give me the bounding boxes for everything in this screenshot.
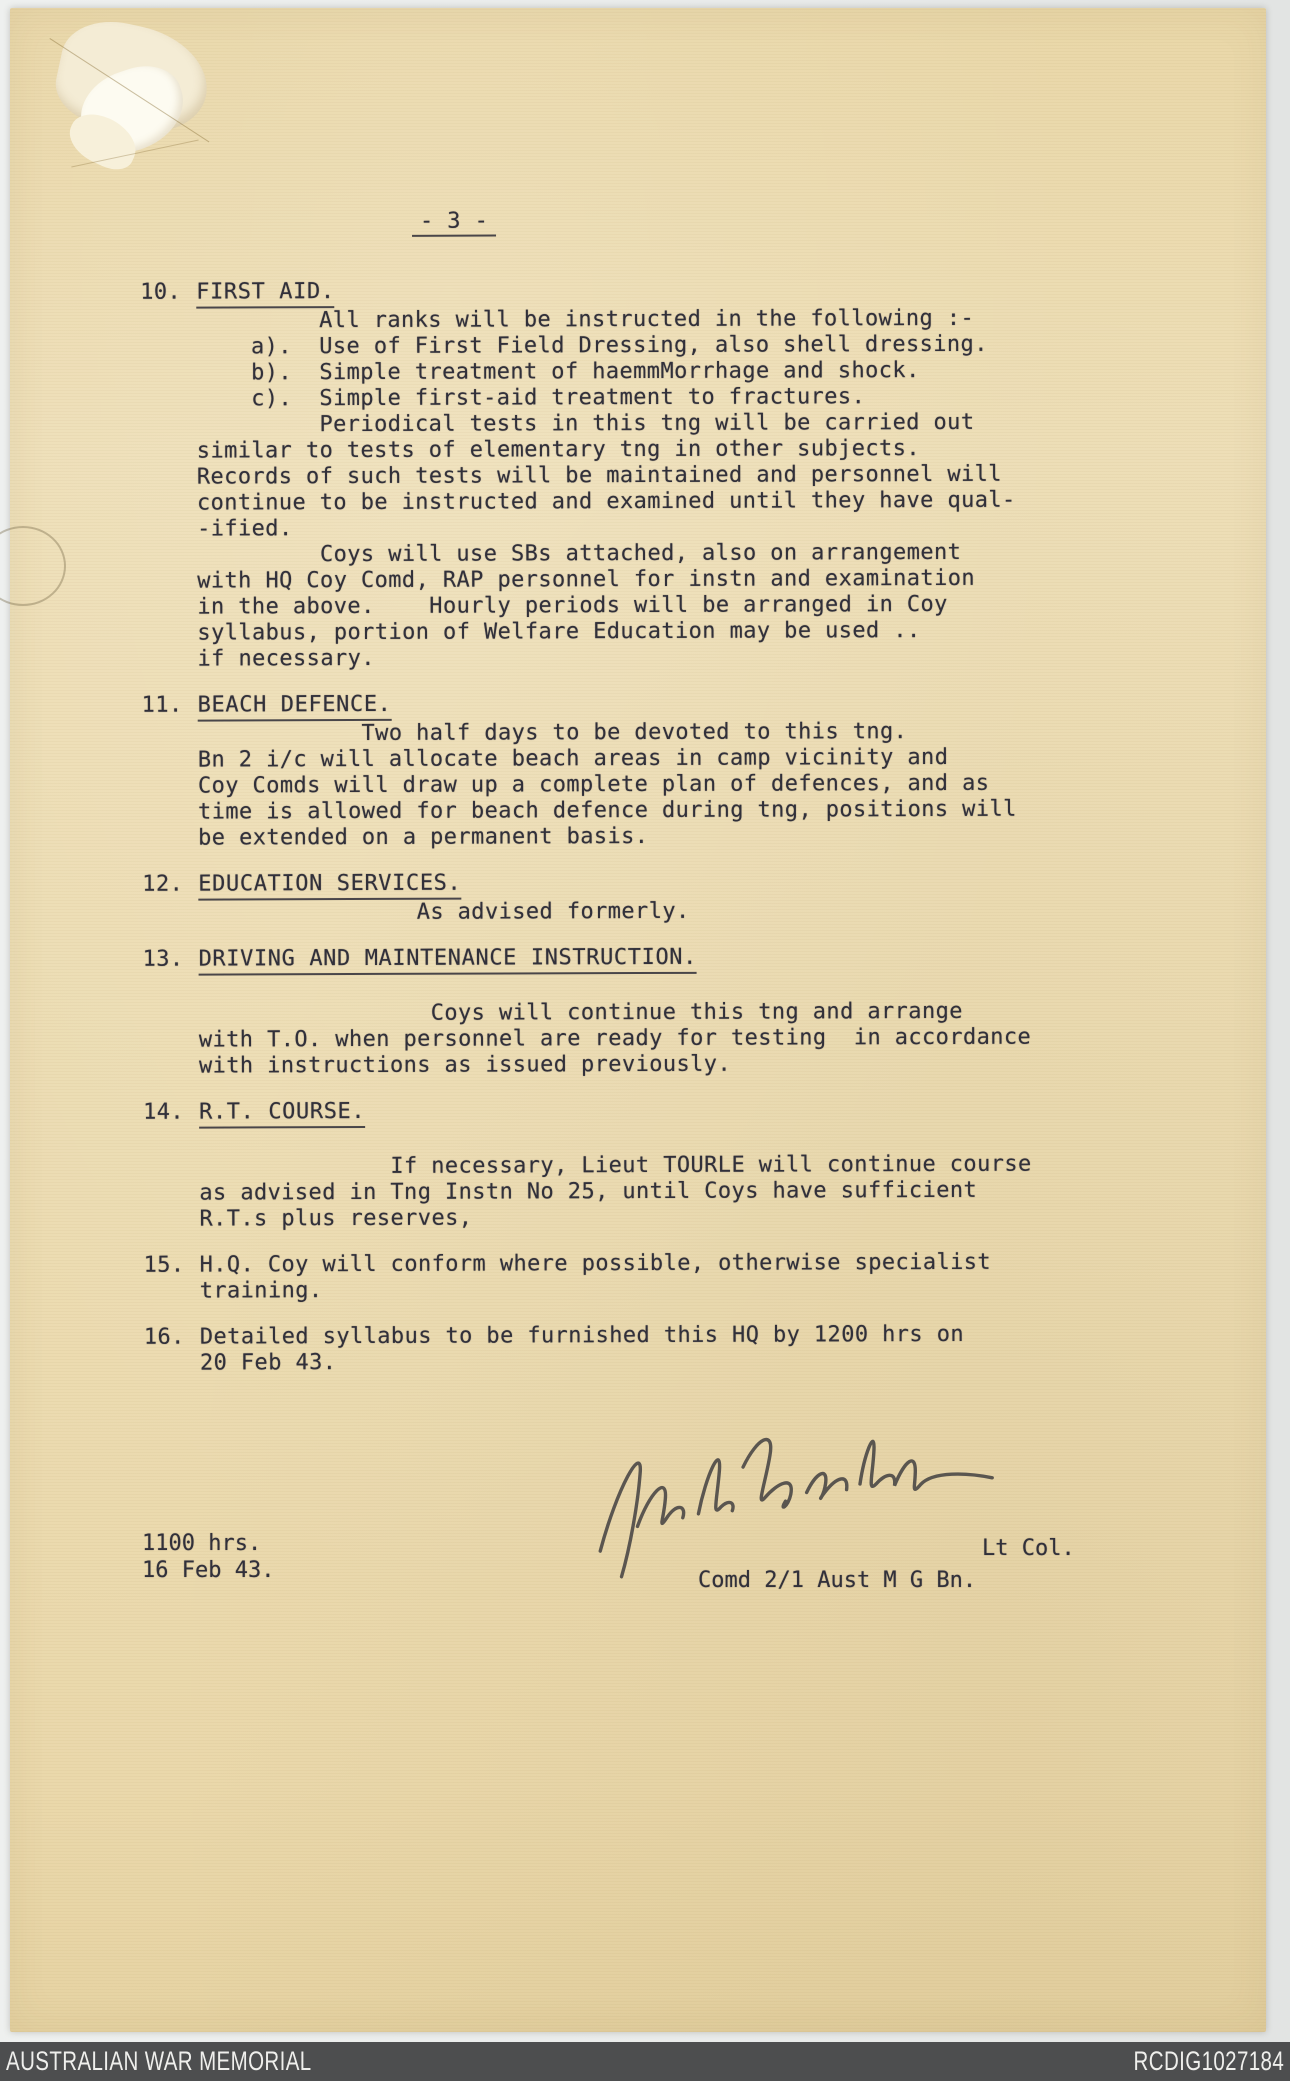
document-line (199, 1125, 1153, 1154)
section-content (196, 276, 1151, 672)
document-line: -ified. (197, 516, 293, 542)
section-heading: BEACH DEFENCE. (198, 692, 392, 722)
signoff-unit: Comd 2/1 Aust M G Bn. (698, 1568, 977, 1593)
document-line: If necessary, Lieut TOURLE will continue course (199, 1151, 1032, 1180)
document-line: time is allowed for beach defence during tng, positions will (197, 796, 1017, 825)
section-heading: R.T. COURSE. (199, 1099, 365, 1129)
footer-archive-name: AUSTRALIAN WAR MEMORIAL (6, 2046, 312, 2076)
signature (558, 1380, 1015, 1597)
section-lines (200, 1249, 1154, 1304)
footer-bar (0, 2042, 1290, 2081)
section-lines (200, 1321, 1154, 1376)
section-lines (196, 305, 1151, 672)
section-heading: EDUCATION SERVICES. (198, 871, 461, 901)
section-content (200, 1321, 1154, 1376)
section-lines (199, 972, 1153, 1079)
paper-crease (49, 38, 209, 142)
paper-damage (62, 105, 145, 176)
document-line: H.Q. Coy will conform where possible, otherwise specialist (199, 1249, 992, 1278)
document-line: syllabus, portion of Welfare Education may be used .. (197, 618, 921, 646)
section-content (200, 1249, 1154, 1304)
document-line: as advised in Tng Instn No 25, until Coys have sufficient (199, 1177, 978, 1206)
section-lines (198, 718, 1152, 851)
document-line: training. (199, 1278, 323, 1304)
section (143, 943, 1153, 1080)
document-line: Two half days to be devoted to this tng. (197, 719, 908, 747)
document-line (199, 972, 1153, 1001)
section-heading-row (199, 1096, 1153, 1128)
document-line: Periodical tests in this tng will be carried out (196, 409, 975, 438)
section-number: 14. (143, 1099, 185, 1125)
section-number: 11. (141, 692, 183, 718)
section-heading: DRIVING AND MAINTENANCE INSTRUCTION. (199, 945, 698, 976)
document-line: continue to be instructed and examined until they have qual- (196, 487, 1016, 516)
paper (10, 8, 1266, 2032)
section-lines (199, 1125, 1153, 1232)
document-line: with T.O. when personnel are ready for testing in accordance (198, 1024, 1032, 1053)
section-heading: FIRST AID. (196, 279, 335, 308)
document-line: As advised formerly. (198, 898, 690, 926)
section (140, 276, 1151, 673)
signoff-time: 1100 hrs. (142, 1531, 262, 1556)
pencil-mark (0, 526, 66, 606)
document-line: with HQ Coy Comd, RAP personnel for instn and examination (197, 565, 976, 594)
document-line: in the above. Hourly periods will be arranged in Coy (197, 591, 948, 620)
paper-crease (71, 139, 198, 167)
section (144, 1321, 1154, 1377)
document-line: 20 Feb 43. (199, 1350, 337, 1376)
document-line: similar to tests of elementary tng in other subjects. (196, 436, 921, 464)
section-heading-row (196, 276, 1150, 308)
document-line: Detailed syllabus to be furnished this HQ by 1200 hrs on (199, 1321, 965, 1350)
section-number: 13. (142, 946, 184, 972)
document-line: b). Simple treatment of haemmMorrhage and shock. (196, 358, 920, 386)
section-content (199, 1096, 1153, 1232)
document-line: Bn 2 i/c will allocate beach areas in camp vicinity and (197, 744, 949, 773)
section-number: 10. (140, 279, 182, 305)
document-line: if necessary. (197, 645, 375, 672)
document-line: Records of such tests will be maintained and personnel will (196, 461, 1002, 490)
document-line: with instructions as issued previously. (198, 1051, 732, 1079)
section-heading-row (198, 689, 1152, 721)
signoff-datetime (142, 1530, 274, 1584)
section (142, 689, 1153, 852)
page-number-row (412, 206, 1150, 237)
signoff-date: 16 Feb 43. (142, 1558, 275, 1583)
section-number: 16. (143, 1324, 185, 1350)
document-line: c). Simple first-aid treatment to fractures. (196, 384, 866, 412)
document-line: Coy Comds will draw up a complete plan of defences, and as (197, 770, 990, 799)
document-line: a). Use of First Field Dressing, also shell dressing. (196, 331, 988, 360)
section (143, 1096, 1153, 1233)
document-line: All ranks will be instructed in the following :- (196, 305, 975, 334)
section-lines (198, 897, 1152, 926)
document-line: Coys will continue this tng and arrange (198, 998, 963, 1027)
section (142, 868, 1152, 927)
section-content (198, 689, 1153, 851)
section (144, 1249, 1154, 1305)
signoff-rank: Lt Col. (982, 1536, 1075, 1561)
document-line: be extended on a permanent basis. (198, 823, 649, 851)
section-number: 12. (142, 871, 184, 897)
footer-reference-id: RCDIG1027184 (1133, 2046, 1284, 2076)
section-content (198, 868, 1152, 926)
paper-damage (70, 56, 195, 165)
section-heading-row (199, 943, 1153, 975)
section-heading-row (198, 868, 1152, 900)
document-line: Coys will use SBs attached, also on arrangement (197, 539, 962, 568)
paper-damage (49, 12, 218, 146)
section-number: 15. (143, 1252, 185, 1278)
sections (140, 276, 1154, 1377)
section-content (199, 943, 1153, 1079)
document-line: R.T.s plus reserves, (199, 1205, 473, 1232)
page-number: - 3 - (412, 209, 496, 237)
typed-content (140, 206, 1154, 1397)
